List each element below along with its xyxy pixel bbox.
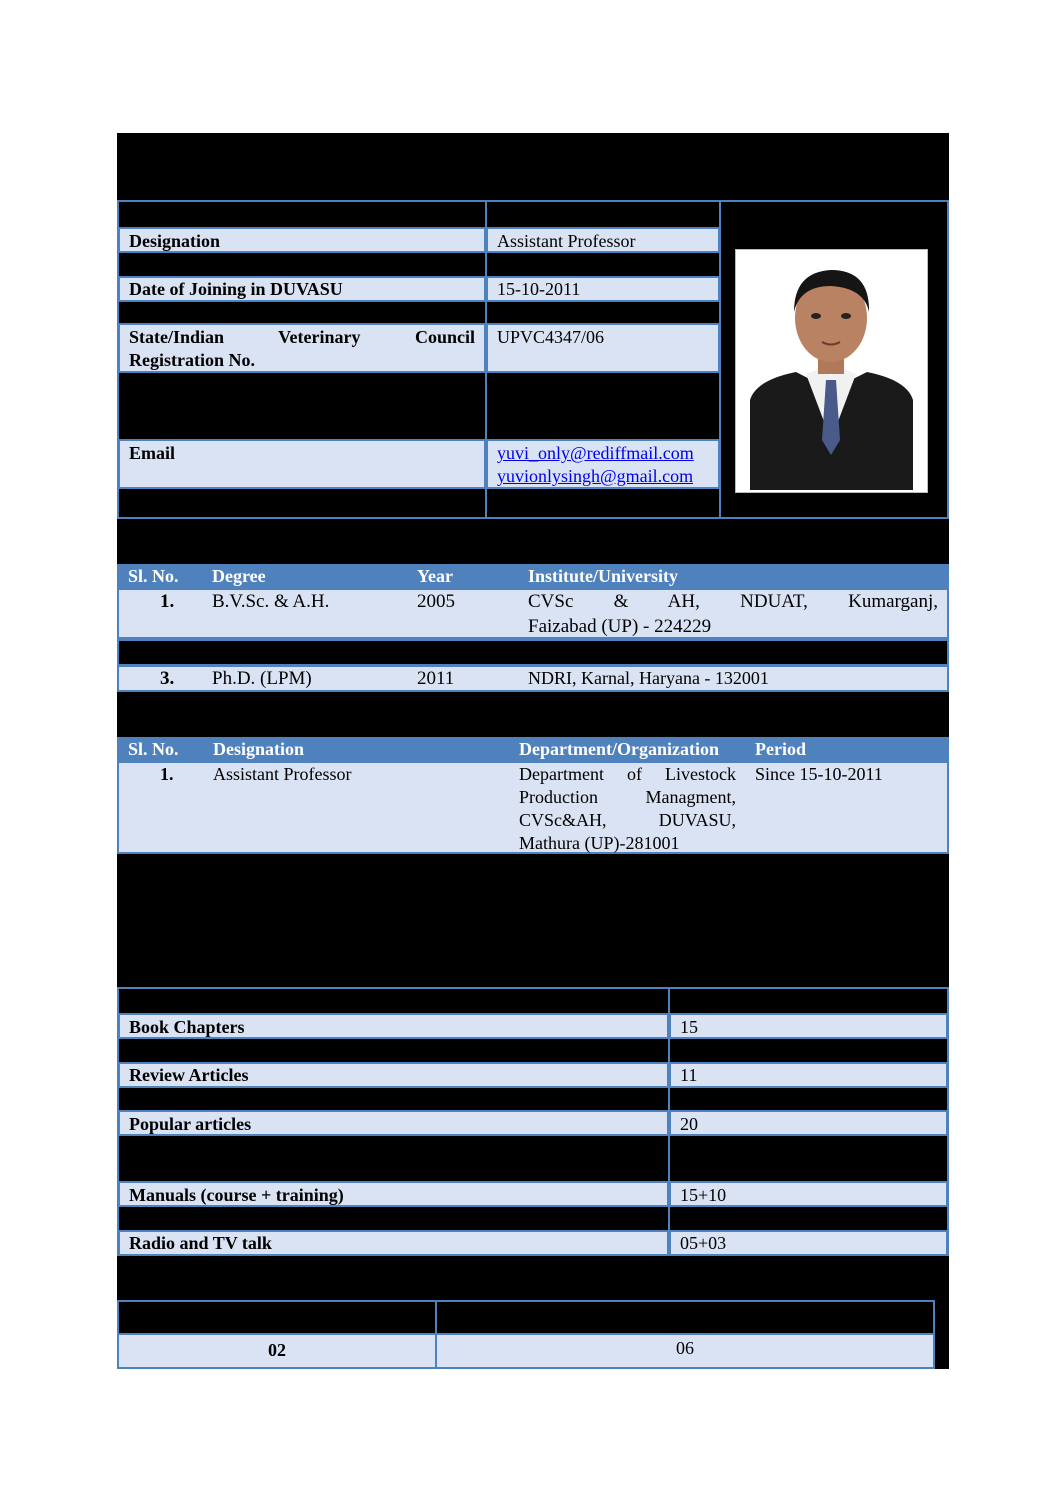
experience-dept-line: Production Managment, <box>519 787 736 807</box>
education-year: 2011 <box>417 668 455 689</box>
education-row <box>117 588 949 639</box>
education-sl: 1. <box>160 591 175 612</box>
publication-value: 15 <box>669 1013 948 1039</box>
experience-dept-line: Department of Livestock <box>519 764 736 784</box>
experience-header-row <box>117 737 949 762</box>
guidance-header-right <box>435 1300 935 1335</box>
designation-value: Assistant Professor <box>486 227 720 253</box>
email-link[interactable]: yuvi_only@rediffmail.com <box>497 443 694 463</box>
education-sl: 3. <box>160 668 175 689</box>
education-institute: NDRI, Karnal, Haryana - 132001 <box>528 668 769 688</box>
education-row <box>117 665 949 692</box>
guidance-value-left: 02 <box>117 1333 437 1369</box>
email-value <box>486 439 720 489</box>
experience-header-sl: Sl. No. <box>128 739 179 759</box>
section-band <box>117 854 949 988</box>
education-header-degree: Degree <box>212 566 266 586</box>
email-link[interactable]: yuvionlysingh@gmail.com <box>497 466 694 486</box>
education-hidden-row <box>117 639 949 666</box>
person-photo-icon <box>736 250 927 492</box>
publication-value: 20 <box>669 1110 948 1136</box>
education-degree: B.V.Sc. & A.H. <box>212 591 330 612</box>
experience-dept-line: CVSc&AH, DUVASU, <box>519 810 736 830</box>
education-year: 2005 <box>417 591 455 612</box>
publication-label: Manuals (course + training) <box>118 1181 669 1207</box>
guidance-value-right: 06 <box>435 1333 935 1369</box>
education-institute-line2: Faizabad (UP) - 224229 <box>528 616 712 637</box>
education-header-row <box>117 564 949 589</box>
email-label: Email <box>118 439 486 489</box>
publication-label: Review Articles <box>118 1062 669 1088</box>
experience-header-designation: Designation <box>213 739 305 759</box>
education-header-institute: Institute/University <box>528 566 678 586</box>
joining-date-label: Date of Joining in DUVASU <box>118 276 486 302</box>
education-degree: Ph.D. (LPM) <box>212 668 312 689</box>
education-header-year: Year <box>417 566 453 586</box>
publication-value: 05+03 <box>669 1230 948 1256</box>
registration-label <box>118 323 486 373</box>
publication-label: Popular articles <box>118 1110 669 1136</box>
experience-period: Since 15-10-2011 <box>755 764 883 784</box>
experience-sl: 1. <box>160 764 174 784</box>
title-band <box>117 133 949 201</box>
experience-heading-band <box>117 692 949 737</box>
joining-date-value: 15-10-2011 <box>486 276 720 302</box>
guidance-header-left <box>117 1300 437 1335</box>
education-heading-band <box>117 519 949 564</box>
education-institute-line1: CVSc & AH, NDUAT, Kumarganj, <box>528 591 938 612</box>
experience-designation: Assistant Professor <box>213 764 352 784</box>
publication-value: 15+10 <box>669 1181 948 1207</box>
publication-label: Book Chapters <box>118 1013 669 1039</box>
publication-value: 11 <box>669 1062 948 1088</box>
experience-dept-line: Mathura (UP)-281001 <box>519 833 680 853</box>
experience-row <box>117 761 949 854</box>
education-header-sl: Sl. No. <box>128 566 179 586</box>
guidance-heading-band <box>117 1256 949 1300</box>
experience-header-department: Department/Organization <box>519 739 719 759</box>
guidance-edge <box>935 1300 949 1369</box>
profile-photo <box>735 249 928 493</box>
publication-label: Radio and TV talk <box>118 1230 669 1256</box>
experience-header-period: Period <box>755 739 806 759</box>
designation-label: Designation <box>118 227 486 253</box>
registration-value: UPVC4347/06 <box>486 323 720 373</box>
registration-label-line2: Registration No. <box>129 350 255 370</box>
registration-label-line1: State/Indian Veterinary Council <box>129 327 475 347</box>
